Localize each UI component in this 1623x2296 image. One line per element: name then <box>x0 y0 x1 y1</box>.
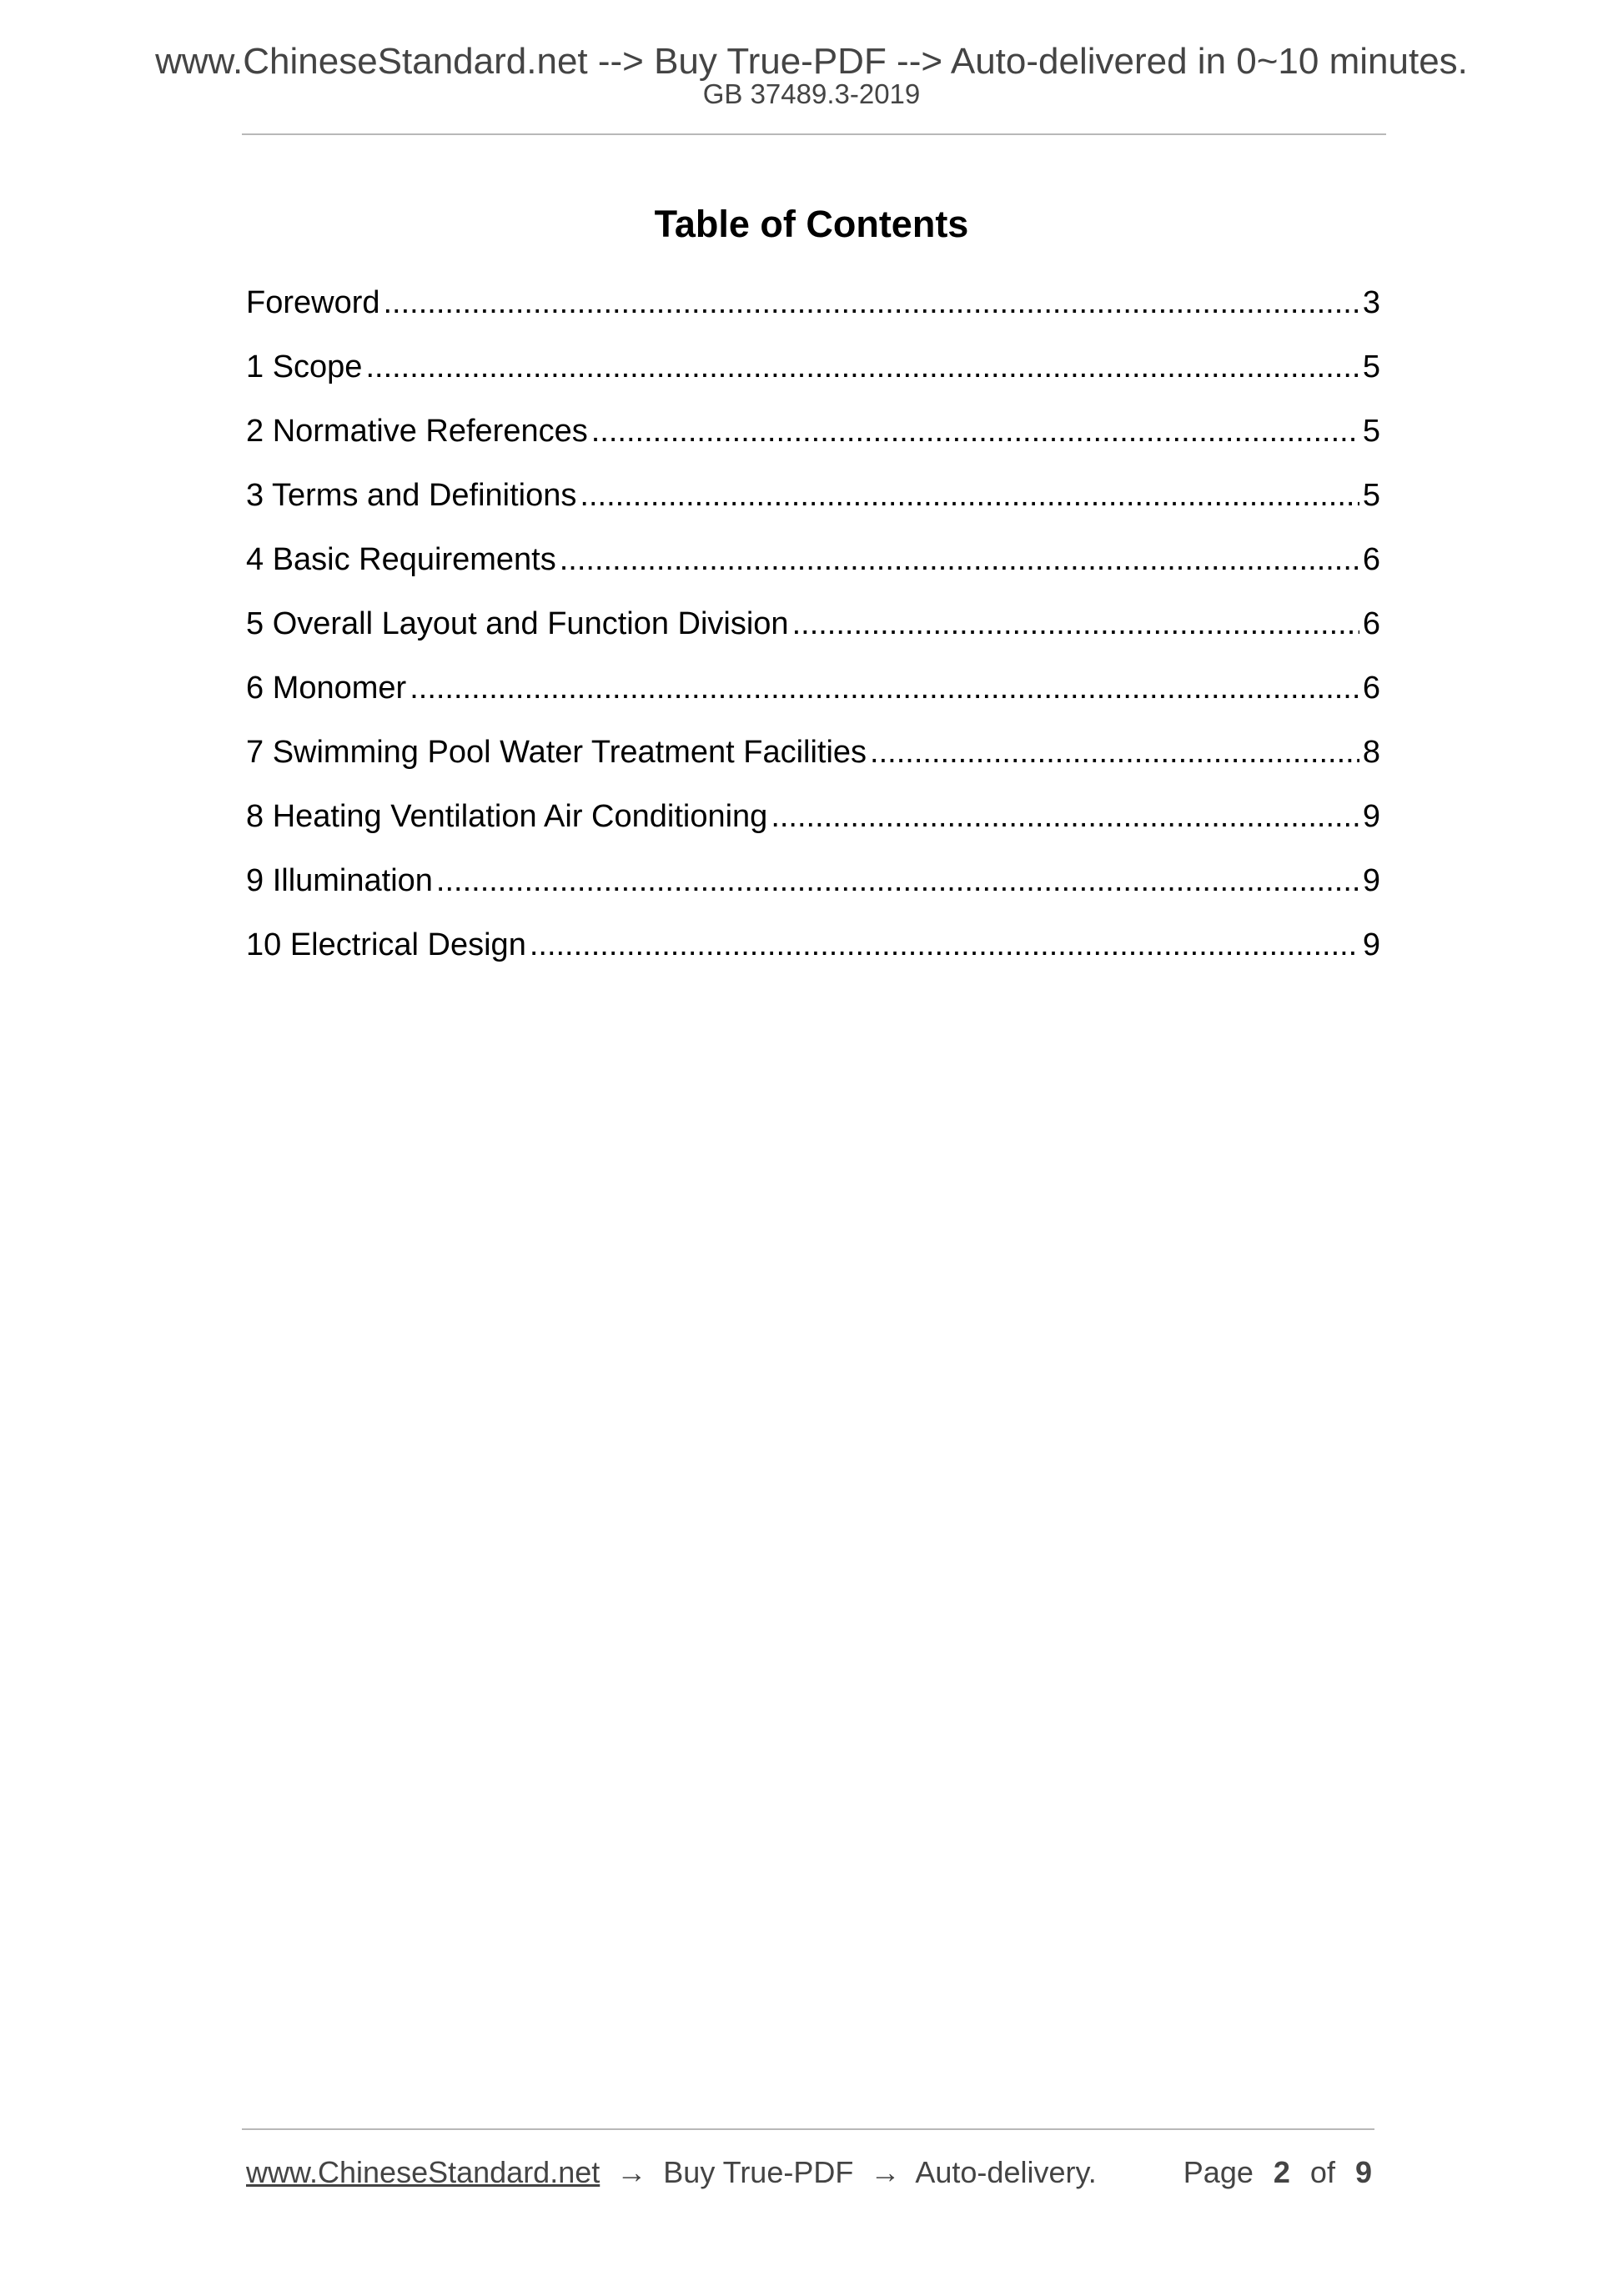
toc-entry-foreword[interactable] <box>246 278 1380 342</box>
toc-entry-label: 1 Scope <box>246 349 363 384</box>
toc-entry-label: 6 Monomer <box>246 671 407 706</box>
dot-leader <box>591 406 1359 456</box>
footer-divider <box>242 2128 1374 2130</box>
buy-true-pdf-text: Buy True-PDF <box>663 2155 854 2189</box>
page-label: Page <box>1183 2155 1254 2189</box>
dot-leader <box>792 599 1359 649</box>
toc-entry-page: 6 <box>1362 542 1380 577</box>
toc-entry-hvac[interactable] <box>246 791 1380 856</box>
of-label: of <box>1309 2155 1335 2189</box>
header-divider <box>242 133 1386 135</box>
dot-leader <box>560 535 1359 585</box>
dot-leader <box>410 663 1359 713</box>
dot-leader <box>771 791 1359 842</box>
toc-entry-label: 9 Illumination <box>246 863 433 898</box>
table-of-contents <box>246 278 1380 984</box>
toc-entry-page: 3 <box>1362 285 1380 320</box>
toc-entry-label: 3 Terms and Definitions <box>246 478 577 513</box>
toc-entry-pool-water-treatment[interactable] <box>246 727 1380 791</box>
toc-entry-terms-and-definitions[interactable] <box>246 470 1380 535</box>
toc-entry-page: 6 <box>1362 671 1380 706</box>
dot-leader <box>530 920 1359 970</box>
toc-entry-normative-references[interactable] <box>246 406 1380 470</box>
toc-entry-page: 5 <box>1362 478 1380 513</box>
toc-entry-page: 5 <box>1362 414 1380 449</box>
toc-entry-scope[interactable] <box>246 342 1380 406</box>
toc-entry-page: 5 <box>1362 349 1380 384</box>
toc-entry-page: 6 <box>1362 606 1380 641</box>
auto-delivery-text: Auto-delivery. <box>915 2155 1097 2189</box>
toc-entry-electrical-design[interactable] <box>246 920 1380 984</box>
toc-entry-overall-layout[interactable] <box>246 599 1380 663</box>
standard-code: GB 37489.3-2019 <box>702 78 921 109</box>
toc-entry-page: 9 <box>1362 863 1380 898</box>
footer-promo <box>246 2152 1097 2193</box>
dot-leader <box>870 727 1359 777</box>
toc-entry-label: 10 Electrical Design <box>246 927 526 962</box>
toc-entry-label: 2 Normative References <box>246 414 588 449</box>
page-number: 2 <box>1273 2155 1290 2189</box>
toc-entry-page: 9 <box>1362 799 1380 834</box>
dot-leader <box>384 278 1359 328</box>
site-link[interactable]: www.ChineseStandard.net <box>246 2155 600 2189</box>
dot-leader <box>580 470 1359 520</box>
toc-entry-label: 5 Overall Layout and Function Division <box>246 606 789 641</box>
toc-entry-page: 8 <box>1362 735 1380 770</box>
toc-entry-label: 8 Heating Ventilation Air Conditioning <box>246 799 768 834</box>
total-pages: 9 <box>1354 2155 1372 2189</box>
page-footer <box>246 2152 1372 2193</box>
toc-entry-illumination[interactable] <box>246 856 1380 920</box>
right-arrow-icon: → <box>870 2155 901 2189</box>
toc-entry-basic-requirements[interactable] <box>246 535 1380 599</box>
top-banner: www.ChineseStandard.net --> Buy True-PDF --> Auto-delivered in 0~10 minutes. <box>155 41 1468 82</box>
toc-entry-monomer[interactable] <box>246 663 1380 727</box>
page-indicator <box>1183 2152 1372 2193</box>
toc-entry-page: 9 <box>1362 927 1380 962</box>
toc-entry-label: Foreword <box>246 285 380 320</box>
dot-leader <box>365 342 1359 392</box>
toc-title: Table of Contents <box>654 203 969 245</box>
dot-leader <box>436 856 1359 906</box>
toc-entry-label: 7 Swimming Pool Water Treatment Facilities <box>246 735 867 770</box>
right-arrow-icon: → <box>616 2155 647 2189</box>
toc-entry-label: 4 Basic Requirements <box>246 542 556 577</box>
